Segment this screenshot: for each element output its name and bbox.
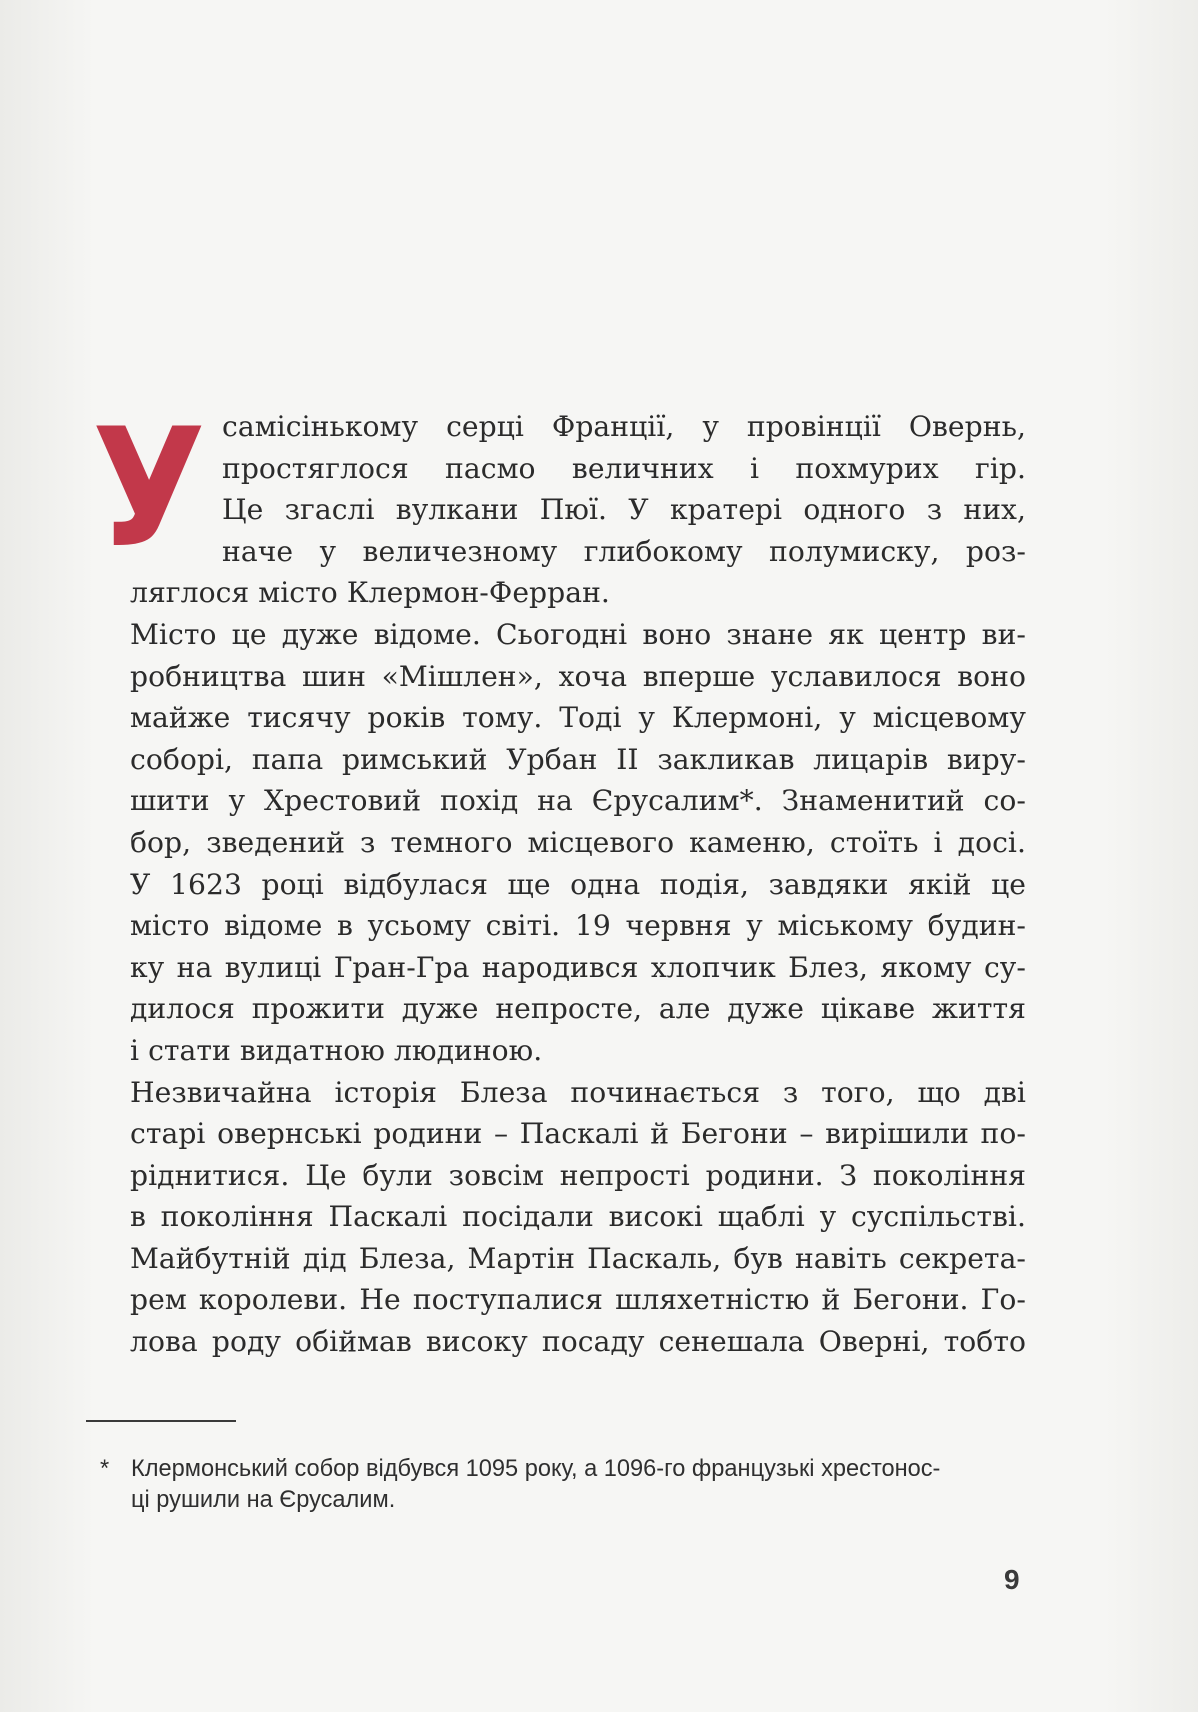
text-line: Це згаслі вулкани Пюї. У кратері одного з них,: [222, 493, 1026, 527]
text-line: майже тисячу років тому. Тоді у Клермоні, у місцевому: [130, 701, 1026, 735]
text-line: в покоління Паскалі посідали високі щаблі у суспільстві.: [130, 1200, 1026, 1234]
paragraph-2: [130, 614, 1026, 864]
footnote-marker: *: [100, 1456, 110, 1482]
paragraph-4: [130, 1072, 1026, 1363]
text-line: старі овернські родини – Паскалі й Бегони – вирішили по-: [130, 1117, 1026, 1151]
paragraph-3: [130, 864, 1026, 1072]
text-line: рем королеви. Не поступалися шляхетністю й Бегони. Го-: [130, 1283, 1026, 1317]
footnote-line: ці рушили на Єрусалим.: [131, 1487, 396, 1513]
text-line: дилося прожити дуже непросте, але дуже цікаве життя: [130, 992, 1026, 1026]
text-line: бор, зведений з темного місцевого каменю, стоїть і досі.: [130, 825, 1026, 859]
text-line: простяглося пасмо величних і похмурих гір.: [222, 451, 1026, 485]
footnote-divider: [86, 1420, 236, 1422]
text-line: ку на вулиці Гран-Гра народився хлопчик Блез, якому су-: [130, 950, 1026, 984]
page-number: 9: [1004, 1564, 1020, 1595]
text-line: робництва шин «Мішлен», хоча вперше уславилося воно: [130, 659, 1026, 693]
text-line: наче у величезному глибокому полумиску, роз-: [222, 534, 1026, 568]
text-line: ріднитися. Це були зовсім непрості родини. З покоління: [130, 1158, 1026, 1192]
text-line: самісінькому серці Франції, у провінції Овернь,: [222, 410, 1026, 443]
text-line: ляглося місто Клермон-Ферран.: [130, 576, 610, 610]
text-line: У 1623 році відбулася ще одна подія, завдяки якій це: [130, 867, 1026, 901]
footnote-line: Клермонський собор відбувся 1095 року, а 1096-го французькі хрестонос-: [131, 1456, 941, 1482]
text-line: Незвичайна історія Блеза починається з того, що дві: [130, 1075, 1026, 1109]
text-line: Майбутній дід Блеза, Мартін Паскаль, був навіть секрета-: [130, 1241, 1026, 1275]
text-line: Місто це дуже відоме. Сьогодні воно знане як центр ви-: [130, 617, 1026, 651]
drop-cap-letter: У: [92, 393, 206, 584]
text-line: і стати видатною людиною.: [130, 1033, 543, 1067]
text-line: соборі, папа римський Урбан II закликав лицарів виру-: [130, 742, 1026, 776]
main-text: [130, 406, 1026, 1363]
paragraph-1: [130, 406, 1026, 614]
text-line: шити у Хрестовий похід на Єрусалим*. Знаменитий со-: [130, 784, 1026, 818]
text-line: місто відоме в усьому світі. 19 червня у міському будин-: [130, 909, 1026, 943]
text-line: лова роду обіймав високу посаду сенешала Оверні, тобто: [130, 1325, 1026, 1359]
footnote: [100, 1454, 1030, 1516]
